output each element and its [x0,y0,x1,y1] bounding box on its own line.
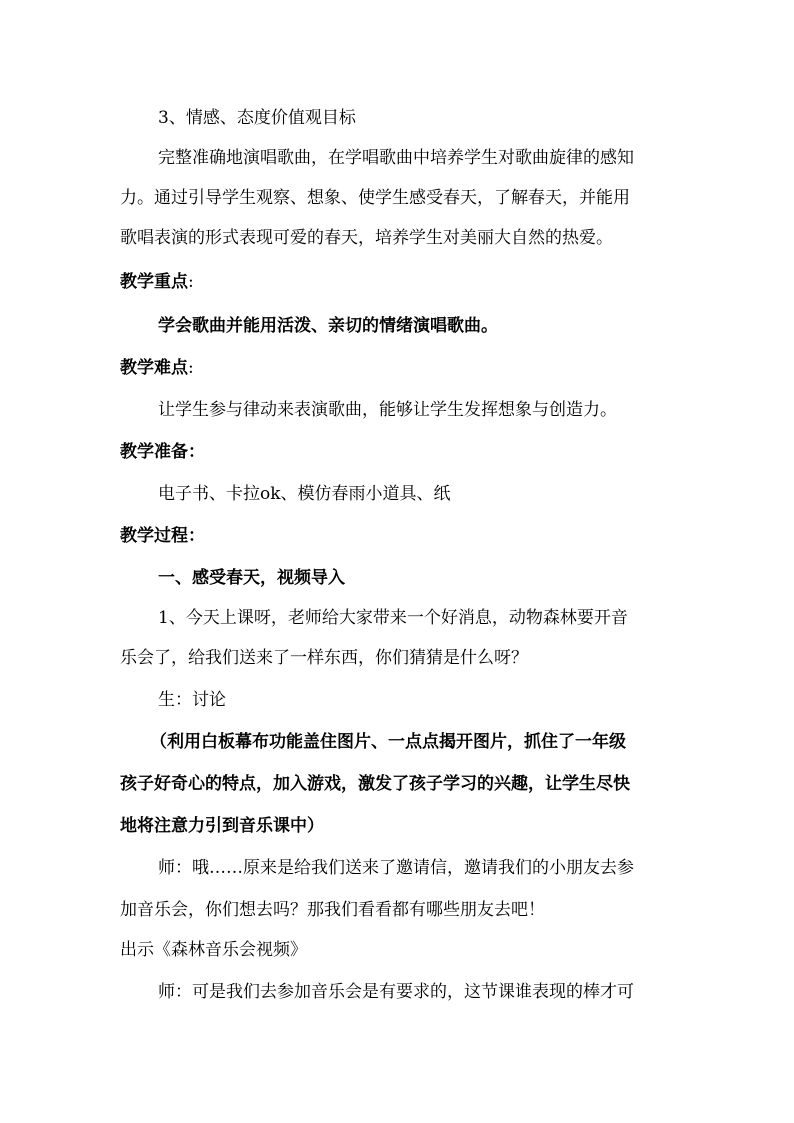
objective-line-2: 力。通过引导学生观察、想象、使学生感受春天，了解春天，并能用 [120,188,630,208]
note-line-1: （利用白板幕布功能盖住图片、一点点揭开图片，抓住了一年级 [150,732,626,752]
student-line: 生：讨论 [158,690,226,710]
teacher-line-1: 师：哦……原来是给我们送来了邀请信，邀请我们的小朋友去参 [158,858,634,878]
difficulty-heading [120,356,194,380]
process-heading: 教学过程： [120,526,205,546]
key-points-label: 教学重点 [120,272,188,292]
difficulty-colon: : [188,358,194,378]
objective-heading: 3、情感、态度价值观目标 [158,108,356,128]
objective-line-1: 完整准确地演唱歌曲，在学唱歌曲中培养学生对歌曲旋律的感知 [158,148,634,168]
prep-heading: 教学准备： [120,442,205,462]
note-line-2: 孩子好奇心的特点，加入游戏，激发了孩子学习的兴趣，让学生尽快 [120,774,630,794]
key-points-text: 学会歌曲并能用活泼、亲切的情绪演唱歌曲。 [158,316,498,336]
key-points-heading [120,270,194,294]
objective-line-3: 歌唱表演的形式表现可爱的春天，培养学生对美丽大自然的热爱。 [120,228,613,248]
teacher-last-line: 师：可是我们去参加音乐会是有要求的，这节课谁表现的棒才可 [158,982,634,1002]
prep-text: 电子书、卡拉ok、模仿春雨小道具、纸 [158,484,451,504]
teacher-line-2: 加音乐会，你们想去吗？那我们看看都有哪些朋友去吧！ [120,900,545,920]
show-video-line: 出示《森林音乐会视频》 [120,940,307,960]
section1-title: 一、感受春天，视频导入 [158,568,345,588]
key-points-colon: : [188,272,194,292]
difficulty-text: 让学生参与律动来表演歌曲，能够让学生发挥想象与创造力。 [158,400,617,420]
step1-line-2: 乐会了，给我们送来了一样东西，你们猜猜是什么呀？ [120,648,528,668]
step1-line-1: 1、今天上课呀，老师给大家带来一个好消息，动物森林要开音 [158,608,628,628]
difficulty-label: 教学难点 [120,358,188,378]
note-line-3: 地将注意力引到音乐课中） [120,816,324,836]
